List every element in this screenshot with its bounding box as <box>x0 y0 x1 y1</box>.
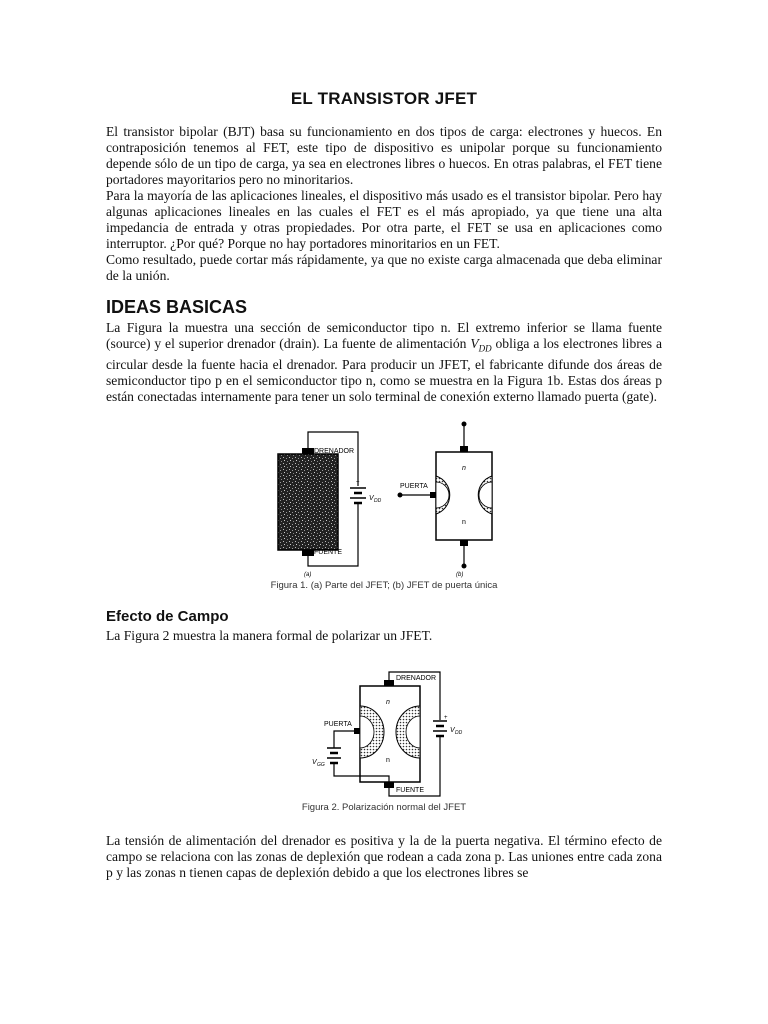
ideas-paragraph <box>106 320 662 405</box>
section-heading-ideas-basicas: IDEAS BASICAS <box>106 297 248 317</box>
figure-2-caption: Figura 2. Polarización normal del JFET <box>301 802 467 813</box>
intro-paragraph-3: Como resultado, puede cortar más rápidamente, ya que no existe carga almacenada que deba eliminar de la unión. <box>106 252 662 283</box>
efecto-paragraph: La Figura 2 muestra la manera formal de polarizar un JFET. <box>106 628 433 643</box>
ideas-text-before: La Figura la muestra una sección de semiconductor tipo n. El extremo inferior se llama fuente (source) y el superior drenador (drain). La fuente de alimentación <box>106 320 662 351</box>
section-heading-efecto-de-campo: Efecto de Campo <box>106 608 229 625</box>
vdd-symbol: V <box>470 336 479 351</box>
figure-1-diagram <box>270 420 510 580</box>
figure-2-vgg-sub: GG <box>317 762 325 768</box>
figure-1b-label: (b) <box>456 572 464 578</box>
final-paragraph: La tensión de alimentación del drenador es positiva y la de la puerta negativa. El término efecto de campo se relaciona con las zonas de deplexión que rodean a cada zona p. Las uniones entre cada zona p y las zonas n tienen capas de deplexión debido a que los electrones libres se <box>106 833 662 880</box>
svg-text:+: + <box>356 480 360 486</box>
ideas-text-after: obliga a los electrones libres a circular desde la fuente hacia el drenador. Para producir un JFET, el fabricante difunde dos áreas de semiconductor tipo p en el semiconductor tipo n, como se muestra en la Figura 1b. Estas dos áreas p están conectadas internamente para tener un solo terminal de conexión externo llamado puerta (gate). <box>106 336 662 404</box>
figure-1-fuente-label: FUENTE <box>314 549 342 556</box>
figure-2-diagram <box>300 664 480 800</box>
figure-1a-semiconductor-bar <box>278 432 382 578</box>
figure-2-vgg-label: V <box>312 759 317 766</box>
document-title: EL TRANSISTOR JFET <box>290 89 478 108</box>
figure-2-puerta-label: PUERTA <box>324 721 352 728</box>
figure-1-n-top-label: n <box>462 465 466 472</box>
figure-2-vdd-label: V <box>450 727 455 734</box>
intro-paragraph-1: El transistor bipolar (BJT) basa su funcionamiento en dos tipos de carga: electrones y huecos. En contraposición tenemos al FET, este tipo de dispositivo es unipolar porque su funcionamiento depende sólo de un tipo de carga, ya sea en electrones libres o huecos. En otras palabras, el FET tiene portadores mayoritarios pero no minoritarios. <box>106 124 662 187</box>
figure-2-vdd-sub: DD <box>455 730 463 736</box>
figure-1-vdd-label: V <box>369 495 374 502</box>
figure-1-n-bottom-label: n <box>462 519 466 526</box>
figure-2-n-top-label: n <box>386 699 390 706</box>
intro-paragraph-2: Para la mayoría de las aplicaciones lineales, el dispositivo más usado es el transistor bipolar. Pero hay algunas aplicaciones lineales en las cuales el FET es el más apropiado, ya que tiene una alta impedancia de entrada y otras propiedades. Por otra parte, el FET se usa en aplicaciones como interruptor. ¿Por qué? Porque no hay portadores minoritarios en un FET. <box>106 188 662 251</box>
svg-text:+: + <box>444 715 448 721</box>
figure-2-drenador-label: DRENADOR <box>396 675 437 682</box>
figure-2-fuente-label: FUENTE <box>396 787 424 794</box>
figure-1-caption: Figura 1. (a) Parte del JFET; (b) JFET de puerta única <box>270 580 498 591</box>
figure-1-drenador-label: DRENADOR <box>314 448 355 455</box>
figure-1-puerta-label: PUERTA <box>400 483 428 490</box>
figure-1a-label: (a) <box>304 572 312 578</box>
vdd-subscript: DD <box>478 343 492 354</box>
figure-1b-jfet <box>398 422 493 579</box>
figure-1-vdd-sub: DD <box>374 498 382 504</box>
figure-2-n-bottom-label: n <box>386 757 390 764</box>
